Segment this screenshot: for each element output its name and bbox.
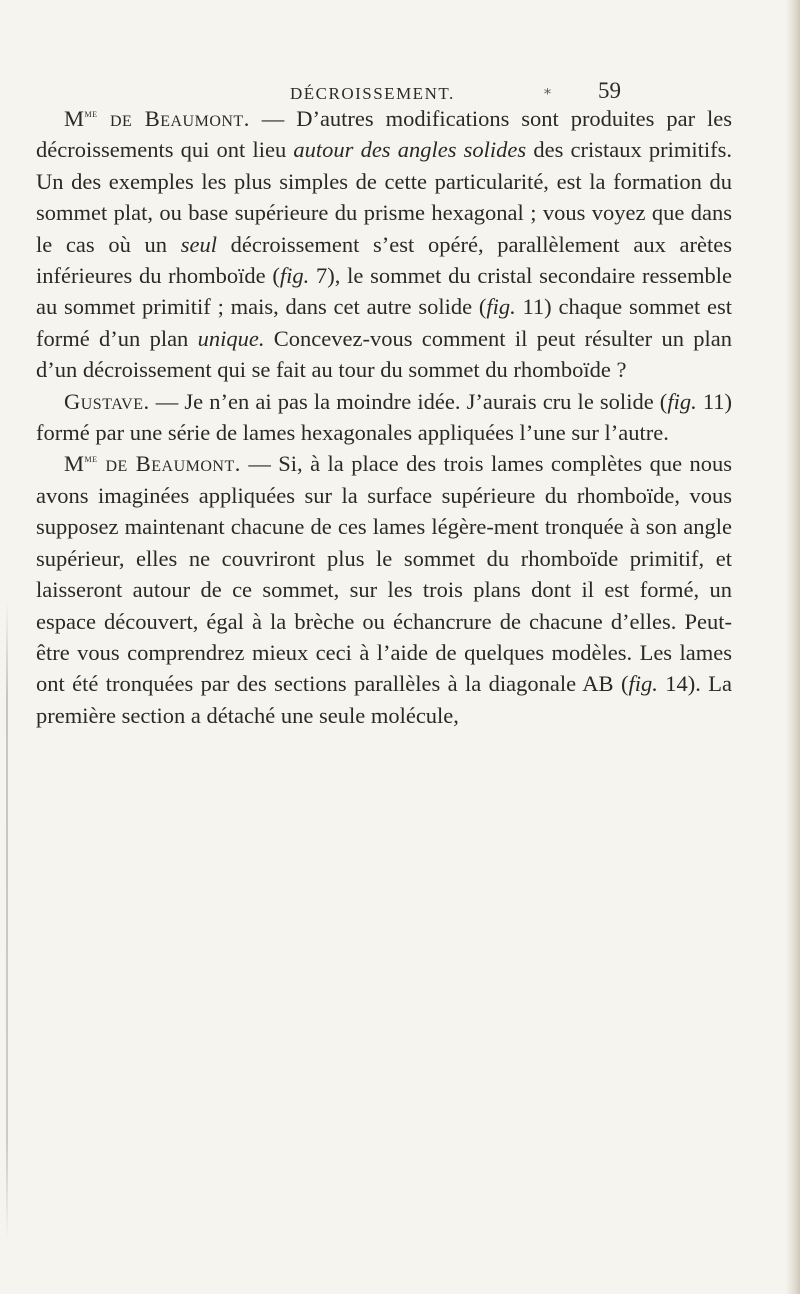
speaker-label: [64, 106, 250, 131]
text-run: décroissement s’est opéré, parallèlement aux arètes inférieures du rhomboïde (: [36, 231, 733, 289]
italic-run: autour des angles solides: [293, 137, 527, 163]
paragraph: [36, 103, 732, 386]
figure-ref: fig.: [279, 263, 310, 289]
text-run: 7), le sommet du cristal secondaire ressemble au sommet primitif ; mais, dans cet autre solide (: [36, 263, 732, 320]
speaker-title-superscript: me: [84, 106, 98, 120]
page-number: 59: [598, 78, 621, 103]
figure-ref: fig.: [486, 294, 516, 320]
text-run: — D’autres modifications sont produites par les décroissements qui ont lieu: [36, 106, 733, 163]
speaker-title-superscript: me: [84, 451, 98, 466]
italic-run: unique.: [197, 325, 265, 351]
figure-ref: fig.: [667, 388, 697, 414]
paragraph: [36, 448, 732, 731]
gutter-shadow: [6, 600, 8, 1240]
speaker-title: M: [64, 451, 85, 477]
figure-ref: fig.: [628, 671, 658, 697]
running-title: DÉCROISSEMENT.: [290, 84, 455, 103]
speaker-title: M: [64, 106, 85, 131]
page-edge: [786, 0, 800, 1294]
text-run: — Je n’en ai pas la moindre idée. J’aurais cru le solide (: [149, 388, 668, 414]
speaker-label: [64, 451, 241, 476]
text-run: — Si, à la place des trois lames complètes que nous avons imaginées appliquées sur la surface supérieure du rhomboïde, vous supposez maintenant chacune de ces lames légère-ment tronquée à son angle supérieur, elles ne couvriront plus le sommet du rhomboïde primitif, et laisseront autour de ce sommet, sur les trois plans dont il est formé, un espace découvert, égal à la brèche ou échancrure de chacune d’elles. Peut-être vous comprendrez mieux ceci à l’aide de quelques modèles. Les lames ont été tronquées par des sections parallèles à la diagonale AB (: [36, 451, 733, 697]
body-text: [36, 103, 732, 731]
speaker-name: de Beaumont.: [109, 106, 250, 131]
text-run: 14). La première section a détaché une seule molécule,: [36, 671, 732, 728]
paragraph: [36, 386, 732, 449]
header-mark: ⁎: [544, 82, 551, 98]
text-run: 11) formé par une série de lames hexagonales appliquées l’une sur l’autre.: [36, 388, 732, 446]
speaker-name: Gustave.: [64, 388, 150, 414]
speaker-name: de Beaumont.: [105, 451, 241, 477]
text-run: Concevez-vous comment il peut résulter un plan d’un décroissement qui se fait au tour du sommet du rhomboïde ?: [36, 325, 732, 383]
italic-run: seul: [180, 231, 217, 257]
text-run: des cristaux primitifs. Un des exemples les plus simples de cette particularité, est la formation du sommet plat, ou base supérieure du prisme hexagonal ; vous voyez que dans le cas où un: [36, 137, 733, 257]
text-run: 11) chaque sommet est formé d’un plan: [36, 294, 732, 351]
